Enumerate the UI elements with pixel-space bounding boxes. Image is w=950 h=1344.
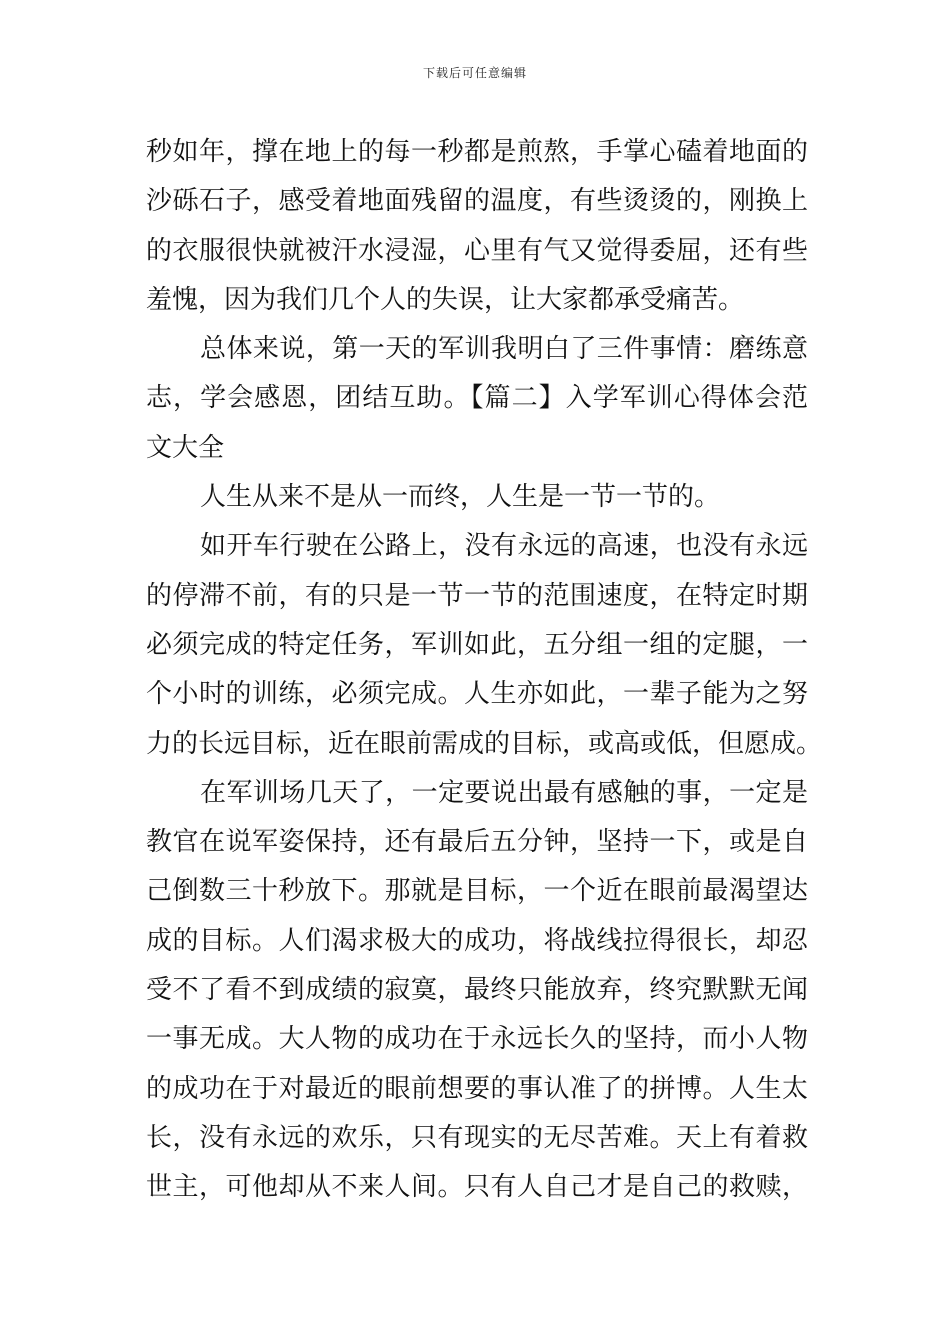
text-line: 秒如年，撑在地上的每一秒都是煎熬，手掌心磕着地面的 — [146, 137, 808, 167]
text-line: 教官在说军姿保持，还有最后五分钟，坚持一下，或是自 — [146, 827, 808, 858]
text-line: 的成功在于对最近的眼前想要的事认准了的拼博。人生太 — [146, 1073, 808, 1104]
text-line: 志，学会感恩，团结互助。【篇二】入学军训心得体会范 — [146, 383, 808, 414]
text-line: 如开车行驶在公路上，没有永远的高速，也没有永远 — [200, 531, 808, 562]
text-line: 的停滞不前，有的只是一节一节的范围速度，在特定时期 — [146, 580, 808, 611]
text-line: 羞愧，因为我们几个人的失误，让大家都承受痛苦。 — [146, 284, 745, 315]
document-body — [146, 128, 823, 1213]
text-line: 必须完成的特定任务，军训如此，五分组一组的定腿，一 — [146, 629, 808, 660]
text-line: 受不了看不到成绩的寂寞，最终只能放弃，终究默默无闻 — [146, 975, 808, 1006]
text-line: 在军训场几天了，一定要说出最有感触的事，一定是 — [200, 777, 808, 808]
text-line: 己倒数三十秒放下。那就是目标，一个近在眼前最渴望达 — [146, 876, 808, 907]
text-line: 文大全 — [146, 432, 225, 463]
text-line: 一事无成。大人物的成功在于永远长久的坚持，而小人物 — [146, 1024, 808, 1055]
text-line: 人生从来不是从一而终，人生是一节一节的。 — [200, 482, 721, 513]
text-line: 个小时的训练，必须完成。人生亦如此，一辈子能为之努 — [146, 679, 808, 710]
text-line: 力的长远目标，近在眼前需成的目标，或高或低，但愿成。 — [146, 728, 823, 759]
text-line: 成的目标。人们渴求极大的成功，将战线拉得很长，却忍 — [146, 925, 808, 956]
text-line: 总体来说，第一天的军训我明白了三件事情：磨练意 — [200, 334, 808, 365]
page-header: 下载后可任意编辑 — [422, 66, 527, 80]
text-line: 沙砾石子，感受着地面残留的温度，有些烫烫的，刚换上 — [146, 186, 808, 217]
text-line: 长，没有永远的欢乐，只有现实的无尽苦难。天上有着救 — [146, 1122, 808, 1153]
text-line: 的衣服很快就被汗水浸湿，心里有气又觉得委屈，还有些 — [146, 235, 808, 266]
text-line: 世主，可他却从不来人间。只有人自己才是自己的救赎， — [146, 1172, 808, 1203]
